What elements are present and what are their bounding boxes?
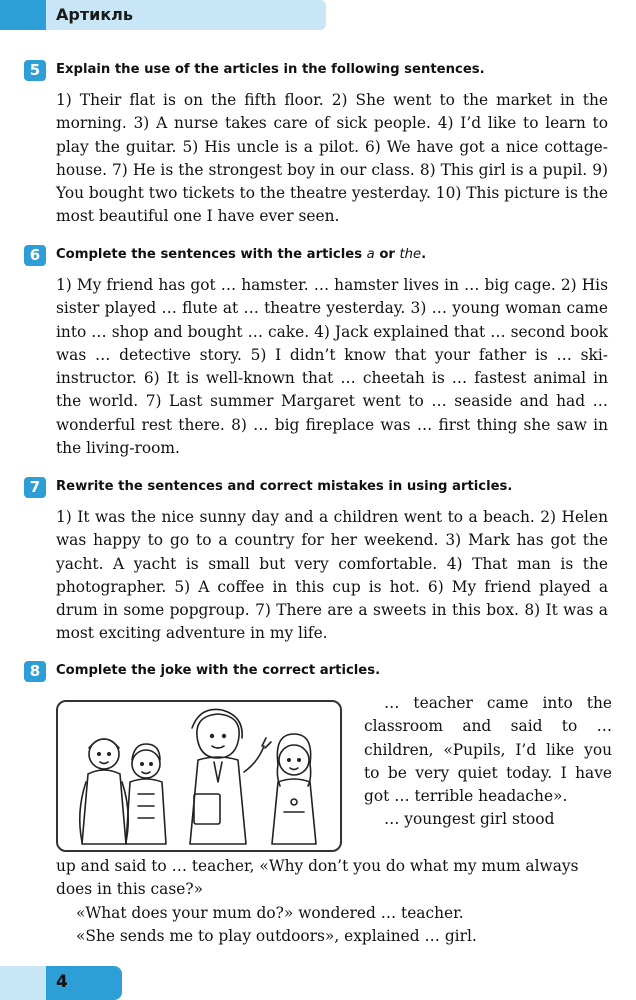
exercise-text: 1) My friend has got … hamster. … hamster lives in … big cage. 2) His sister played … flute at … theatre yesterday. 3) … young woman came into … shop and bought … cake. 4) Jack explained that … second book was … detective story. 5) I didn’t know that your father is … ski-instructor. 6) It is well-known that … cheetah is … fastest animal in the world. 7) Last summer Margaret went to … seaside and had … wonderful rest there. 8) … big fireplace was … first thing she saw in the living-room. [56, 276, 608, 458]
exercise-number-badge: 6 [24, 245, 46, 266]
exercise-instruction: Explain the use of the articles in the following sentences. [56, 62, 485, 77]
illustration-drawing [58, 702, 340, 850]
exercise-7 [24, 477, 612, 646]
children-teacher-illustration [56, 700, 342, 852]
header-accent-bar [0, 0, 46, 30]
exercise-text: 1) Their flat is on the fifth floor. 2) She went to the market in the morning. 3) A nurse takes care of sick people. 4) I’d like to learn to play the guitar. 5) His uncle is a pilot. 6) We have got a nice cottage-house. 7) He is the strongest boy in our class. 8) This girl is a pupil. 9) You bought two tickets to the theatre yesterday. 10) This picture is the most beautiful one I have ever seen. [56, 91, 608, 226]
joke-paragraph: … teacher came into the classroom and said to … children, «Pupils, I’d like you to be very quiet today. I have got … terrible headache». [364, 694, 612, 806]
joke-paragraph: … youngest girl stood [384, 810, 555, 829]
exercise-8 [24, 661, 612, 683]
exercise-5 [24, 60, 612, 229]
exercise-number-badge: 7 [24, 477, 46, 498]
exercise-instruction: Rewrite the sentences and correct mistakes in using articles. [56, 479, 513, 494]
page-number: 4 [56, 972, 68, 992]
joke-text-right [364, 692, 612, 832]
joke-paragraph: «What does your mum do?» wondered … teacher. [76, 903, 464, 922]
exercise-6 [24, 245, 612, 460]
joke-text-bottom [56, 855, 608, 948]
exercise-instruction: Complete the joke with the correct articles. [56, 663, 381, 678]
exercise-number-badge: 8 [24, 661, 46, 682]
joke-paragraph: up and said to … teacher, «Why don’t you do what my mum always does in this case?» [56, 857, 579, 899]
exercise-text: 1) It was the nice sunny day and a children went to a beach. 2) Helen was happy to go to a country for her weekend. 3) Mark has got the yacht. A yacht is small but very comfortable. 4) That man is the photographer. 5) A coffee in this cup is hot. 6) My friend played a drum in some popgroup. 7) There are a sweets in this box. 8) It was a most exciting adventure in my life. [56, 508, 608, 643]
exercise-instruction: Complete the sentences with the articles a or the. [56, 247, 427, 262]
section-title: Артикль [56, 5, 134, 24]
section-header [0, 0, 326, 30]
exercise-number-badge: 5 [24, 60, 46, 81]
joke-paragraph: «She sends me to play outdoors», explained … girl. [76, 926, 477, 945]
